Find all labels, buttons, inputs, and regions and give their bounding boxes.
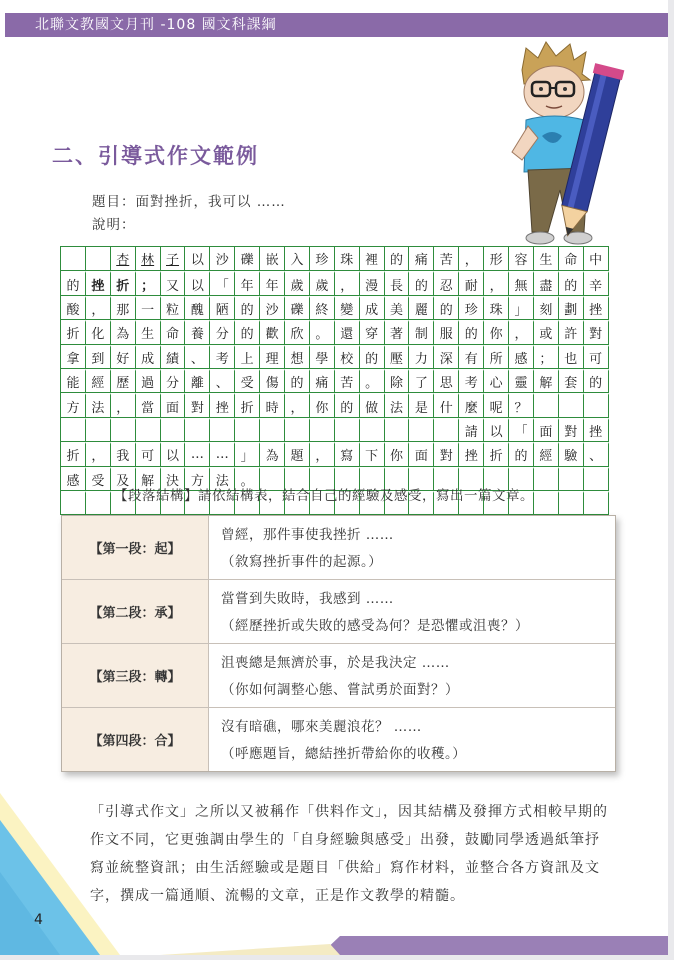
grid-cell: 挫 [584,296,609,320]
grid-cell: 面 [161,393,186,417]
grid-cell: 的 [61,271,86,295]
grid-cell: 、 [210,369,235,393]
grid-cell: … [210,442,235,466]
grid-cell: 入 [285,247,310,271]
grid-cell [534,393,559,417]
grid-cell: 決 [161,467,186,491]
grid-cell: 痛 [310,369,335,393]
grid-cell [584,491,609,515]
grid-cell: ； [534,345,559,369]
grid-cell: 是 [409,393,434,417]
structure-row [62,516,615,580]
grid-cell: 子 [161,247,186,271]
grid-cell: ， [509,320,534,344]
grid-cell: ， [335,271,360,295]
grid-cell: ， [86,296,111,320]
grid-cell: 長 [385,271,410,295]
grid-cell [409,418,434,442]
grid-cell: 命 [559,247,584,271]
structure-label: 【第一段：起】 [62,516,209,579]
grid-cell: 及 [111,467,136,491]
grid-cell: 又 [161,271,186,295]
purple-band [320,936,668,955]
grid-cell: 到 [86,345,111,369]
grid-cell: 耐 [459,271,484,295]
grid-cell: 穿 [360,320,385,344]
grid-cell: 績 [161,345,186,369]
grid-cell: 以 [161,442,186,466]
grid-cell: 可 [584,345,609,369]
grid-cell: 我 [111,442,136,466]
grid-cell: 力 [409,345,434,369]
grid-cell: 受 [86,467,111,491]
structure-body [209,580,615,643]
grid-cell: 對 [434,442,459,466]
grid-cell: 解 [534,369,559,393]
grid-cell: 分 [161,369,186,393]
grid-cell: 除 [385,369,410,393]
grid-cell: 為 [260,442,285,466]
grid-cell: 一 [136,296,161,320]
grid-cell: 挫 [459,442,484,466]
grid-cell: ， [459,247,484,271]
grid-cell: 命 [161,320,186,344]
grid-cell: 。 [310,320,335,344]
grid-cell: 許 [559,320,584,344]
grid-cell: 」 [509,296,534,320]
grid-cell: 折 [61,320,86,344]
grid-cell: 分 [210,320,235,344]
grid-cell: 服 [434,320,459,344]
grid-cell: 嵌 [260,247,285,271]
grid-cell: 酸 [61,296,86,320]
grid-cell [434,418,459,442]
grid-cell: 對 [584,320,609,344]
grid-cell: 法 [385,393,410,417]
grid-cell [61,418,86,442]
grid-cell: 你 [484,320,509,344]
grid-cell: 當 [136,393,161,417]
grid-cell: 所 [484,345,509,369]
grid-cell: 驗 [559,442,584,466]
grid-cell: 養 [185,320,210,344]
grid-cell: 珍 [459,296,484,320]
grid-cell: 題 [285,442,310,466]
grid-cell: 、 [584,442,609,466]
grid-cell: 的 [584,369,609,393]
grid-cell: 對 [185,393,210,417]
grid-cell: 離 [185,369,210,393]
grid-cell: 靈 [509,369,534,393]
grid-cell: 感 [61,467,86,491]
grid-cell: 面 [409,442,434,466]
grid-cell: 生 [534,247,559,271]
grid-cell: 了 [409,369,434,393]
grid-cell: 校 [335,345,360,369]
grid-cell: 的 [409,271,434,295]
grid-cell: … [185,442,210,466]
grid-cell: 、 [185,345,210,369]
grid-cell: 受 [235,369,260,393]
grid-cell: 以 [484,418,509,442]
grid-cell: 也 [559,345,584,369]
grid-cell: 解 [136,467,161,491]
grid-cell: 成 [136,345,161,369]
grid-cell: 苦 [434,247,459,271]
grid-cell: 珠 [335,247,360,271]
grid-cell: 醜 [185,296,210,320]
grid-cell: 挫 [210,393,235,417]
grid-cell: 折 [61,442,86,466]
structure-table [61,515,616,772]
grid-cell: ； [136,271,161,295]
structure-sentence: 當嘗到失敗時，我感到 …… [221,591,394,607]
grid-cell: 可 [136,442,161,466]
grid-cell: 方 [185,467,210,491]
grid-cell: 挫 [584,418,609,442]
grid-cell: 杏 [111,247,136,271]
grid-cell: ， [285,393,310,417]
grid-cell [86,491,111,515]
grid-cell: 考 [210,345,235,369]
structure-body [209,644,615,707]
grid-cell [61,247,86,271]
grid-cell: 苦 [335,369,360,393]
grid-cell: 為 [111,320,136,344]
grid-cell: 歲 [310,271,335,295]
grid-cell: 以 [185,271,210,295]
grid-cell: 忍 [434,271,459,295]
grid-cell: 成 [360,296,385,320]
grid-cell: 辛 [584,271,609,295]
grid-cell: 壓 [385,345,410,369]
structure-label: 【第三段：轉】 [62,644,209,707]
grid-cell: 」 [235,442,260,466]
grid-cell: 的 [285,369,310,393]
grid-cell: 年 [235,271,260,295]
header-bar [5,13,668,37]
grid-cell [534,491,559,515]
grid-cell [559,393,584,417]
grid-cell: 礫 [285,296,310,320]
structure-body [209,708,615,771]
grid-cell: 痛 [409,247,434,271]
grid-cell: ， [86,442,111,466]
grid-cell: 著 [385,320,410,344]
grid-cell: 你 [385,442,410,466]
grid-cell: 美 [385,296,410,320]
grid-cell: 無 [509,271,534,295]
grid-cell: 下 [360,442,385,466]
grid-cell: 終 [310,296,335,320]
grid-cell: 經 [534,442,559,466]
manuscript-grid [60,246,609,515]
grid-cell: 漫 [360,271,385,295]
manuscript-grid-cells [60,246,609,515]
grid-cell: 的 [509,442,534,466]
grid-cell: 做 [360,393,385,417]
grid-cell: 容 [509,247,534,271]
grid-cell: 礫 [235,247,260,271]
grid-cell [559,467,584,491]
grid-cell: ？ [509,393,534,417]
grid-cell [584,467,609,491]
grid-cell: 折 [235,393,260,417]
grid-cell: 請 [459,418,484,442]
grid-cell: 珠 [484,296,509,320]
grid-cell: ， [111,393,136,417]
structure-sentence: 沒有暗礁，哪來美麗浪花？ …… [221,719,422,735]
grid-cell: 的 [335,393,360,417]
structure-label: 【第四段：合】 [62,708,209,771]
grid-cell: 理 [260,345,285,369]
grid-cell: 對 [559,418,584,442]
grid-cell: 歲 [285,271,310,295]
grid-cell: 你 [310,393,335,417]
grid-cell [235,418,260,442]
grid-cell: 形 [484,247,509,271]
grid-cell: 裡 [360,247,385,271]
grid-cell: 折 [484,442,509,466]
structure-hint: （你如何調整心態、嘗試勇於面對？） [221,682,459,698]
grid-cell [136,418,161,442]
grid-cell: 歷 [111,369,136,393]
grid-cell: 以 [185,247,210,271]
grid-cell [584,393,609,417]
structure-hint: （敘寫挫折事件的起源。） [221,554,383,570]
prompt-explain-label: 說明： [92,217,136,233]
grid-cell: 年 [260,271,285,295]
grid-cell: 中 [584,247,609,271]
structure-row [62,708,615,771]
grid-cell: 的 [459,320,484,344]
grid-cell: 傷 [260,369,285,393]
grid-cell: 折 [111,271,136,295]
grid-cell: 什 [434,393,459,417]
grid-cell: 思 [434,369,459,393]
grid-cell [534,467,559,491]
structure-body [209,516,615,579]
grid-cell: 的 [434,296,459,320]
grid-cell: 想 [285,345,310,369]
grid-cell: ， [310,442,335,466]
grid-cell: 麼 [459,393,484,417]
grid-cell [385,418,410,442]
grid-cell: 或 [534,320,559,344]
grid-cell: 珍 [310,247,335,271]
structure-hint: （經歷挫折或失敗的感受為何？是恐懼或沮喪？） [221,618,529,634]
grid-cell: 的 [235,296,260,320]
grid-cell [185,418,210,442]
grid-cell [86,247,111,271]
grid-cell: 「 [509,418,534,442]
grid-cell: 過 [136,369,161,393]
grid-cell: 感 [509,345,534,369]
grid-cell: 化 [86,320,111,344]
grid-cell [161,418,186,442]
grid-cell: 拿 [61,345,86,369]
grid-cell: 能 [61,369,86,393]
grid-cell [61,491,86,515]
grid-cell: 還 [335,320,360,344]
grid-cell: 的 [235,320,260,344]
page-number: 4 [34,912,43,928]
grid-cell: 心 [484,369,509,393]
grid-cell: 有 [459,345,484,369]
grid-cell [260,418,285,442]
grid-cell: 生 [136,320,161,344]
grid-cell: 深 [434,345,459,369]
grid-cell: 好 [111,345,136,369]
grid-cell: 法 [210,467,235,491]
grid-cell: 考 [459,369,484,393]
grid-cell: 劃 [559,296,584,320]
grid-cell: 的 [385,247,410,271]
structure-label: 【第二段：承】 [62,580,209,643]
cream-band [160,944,340,955]
grid-cell: 呢 [484,393,509,417]
grid-cell: 歡 [260,320,285,344]
grid-cell [210,418,235,442]
grid-cell [335,418,360,442]
grid-cell: 刻 [534,296,559,320]
grid-cell: 寫 [335,442,360,466]
grid-cell: 上 [235,345,260,369]
grid-cell: 沙 [210,247,235,271]
grid-cell: 「 [210,271,235,295]
grid-cell [310,418,335,442]
grid-cell: 挫 [86,271,111,295]
grid-cell: 欣 [285,320,310,344]
structure-row [62,644,615,708]
grid-cell: 套 [559,369,584,393]
grid-cell: 學 [310,345,335,369]
grid-cell: 時 [260,393,285,417]
grid-cell: 。 [235,467,260,491]
grid-cell: 粒 [161,296,186,320]
grid-cell: 。 [360,369,385,393]
grid-cell: 沙 [260,296,285,320]
grid-cell: 經 [86,369,111,393]
grid-cell: 的 [559,271,584,295]
section-title: 二、引導式作文範例 [52,144,259,168]
grid-cell: 方 [61,393,86,417]
grid-cell: 林 [136,247,161,271]
grid-cell: 變 [335,296,360,320]
grid-cell [111,418,136,442]
structure-hint: （呼應題旨，總結挫折帶給你的收穫。） [221,746,467,762]
grid-cell: 那 [111,296,136,320]
grid-cell [86,418,111,442]
grid-cell: 陋 [210,296,235,320]
grid-cell: 制 [409,320,434,344]
structure-intro: 【段落結構】請依結構表，結合自己的經驗及感受，寫出一篇文章。 [114,488,534,504]
closing-paragraph: 「引導式作文」之所以又被稱作「供料作文」，因其結構及發揮方式相較早期的作文不同，它更強調由學生的「自身經驗與感受」出發，鼓勵同學透過紙筆抒寫並統整資訊；由生活經驗或是題目「供給」寫作材料，並整合各方資訊及文字，撰成一篇通順、流暢的文章，正是作文教學的精髓。 [90,804,608,904]
structure-row [62,580,615,644]
grid-cell: 面 [534,418,559,442]
structure-sentence: 沮喪總是無濟於事，於是我決定 …… [221,655,450,671]
grid-cell: ， [484,271,509,295]
grid-cell [285,418,310,442]
prompt-topic: 題目：面對挫折，我可以 …… [92,194,286,210]
grid-cell: 麗 [409,296,434,320]
grid-cell [559,491,584,515]
header-title: 北聯文教國文月刊 -108 國文科課綱 [35,17,277,33]
grid-cell [360,418,385,442]
structure-sentence: 曾經，那件事使我挫折 …… [221,527,394,543]
pencil-boy-illustration [504,40,632,252]
grid-cell: 法 [86,393,111,417]
grid-cell: 盡 [534,271,559,295]
grid-cell: 的 [360,345,385,369]
